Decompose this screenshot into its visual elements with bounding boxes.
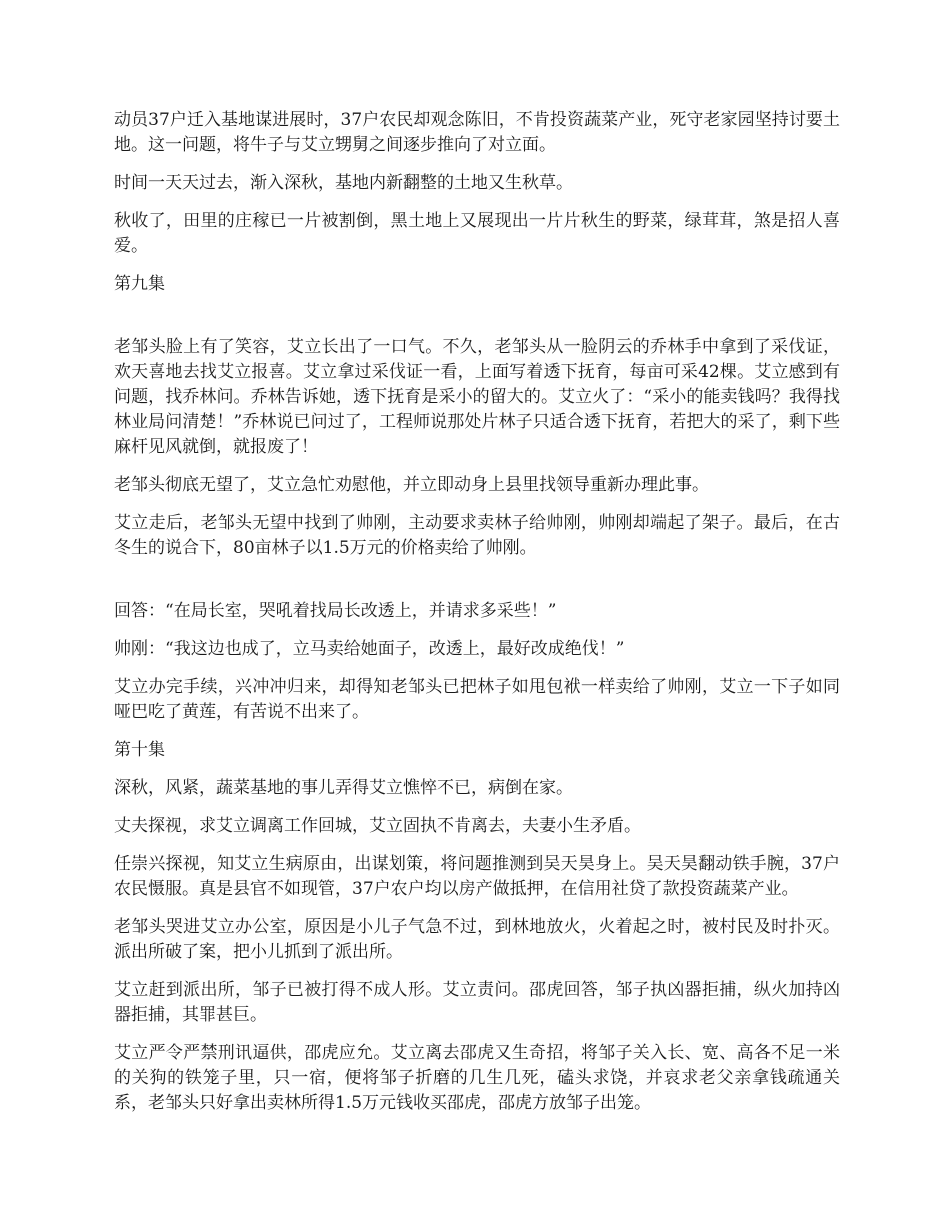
document-body [114,108,840,1129]
paragraph: 老邹头彻底无望了，艾立急忙劝慰他，并立即动身上县里找领导重新办理此事。 [114,475,709,495]
blank-line [114,574,840,599]
paragraph: 动员37户迁入基地谋进展时，37户农民却观念陈旧，不肯投资蔬菜产业，死守老家园坚持讨要土地。这一问题，将牛子与艾立甥舅之间逐步推向了对立面。 [114,110,840,155]
paragraph: 艾立办完手续，兴冲冲归来，却得知老邹头已把林子如甩包袱一样卖给了帅刚，艾立一下子如同哑巴吃了黄莲，有苦说不出来了。 [114,677,840,722]
paragraph: 艾立严令严禁刑讯逼供，邵虎应允。艾立离去邵虎又生奇招，将邹子关入长、宽、高各不足一米的关狗的铁笼子里，只一宿，便将邹子折磨的几生几死，磕头求饶，并哀求老父亲拿钱疏通关系，老邹头只好拿出卖林所得1.5万元钱收买邵虎，邵虎方放邹子出笼。 [114,1043,840,1113]
paragraph: 艾立赶到派出所，邹子已被打得不成人形。艾立责问。邵虎回答，邹子执凶器拒捕，纵火加持凶器拒捕，其罪甚巨。 [114,980,840,1025]
paragraph: 回答：“在局长室，哭吼着找局长改透上，并请求多采些！” [114,601,557,621]
paragraph: 帅刚：“我这边也成了，立马卖给她面子，改透上，最好改成绝伐！” [114,639,625,659]
paragraph: 任崇兴探视，知艾立生病原由，出谋划策，将问题推测到吴天昊身上。吴天昊翻动铁手腕，37户农民慑服。真是县官不如现管，37户农户均以房产做抵押，在信用社贷了款投资蔬菜产业。 [114,854,840,899]
episode-heading: 第十集 [114,740,165,760]
paragraph: 老邹头哭进艾立办公室，原因是小儿子气急不过，到林地放火，火着起之时，被村民及时扑灭。派出所破了案，把小儿抓到了派出所。 [114,917,840,962]
paragraph: 深秋，风紧，蔬菜基地的事儿弄得艾立憔悴不已，病倒在家。 [114,778,573,798]
paragraph: 丈夫探视，求艾立调离工作回城，艾立固执不肯离去，夫妻小生矛盾。 [114,816,641,836]
episode-heading: 第九集 [114,274,165,294]
paragraph: 秋收了，田里的庄稼已一片被割倒，黑土地上又展现出一片片秋生的野菜，绿茸茸，煞是招人喜爱。 [114,211,840,256]
paragraph: 老邹头脸上有了笑容，艾立长出了一口气。不久，老邹头从一脸阴云的乔林手中拿到了采伐证，欢天喜地去找艾立报喜。艾立拿过采伐证一看，上面写着透下抚育，每亩可采42棵。艾立感到有问题，找乔林问。乔林告诉她，透下抚育是采小的留大的。艾立火了：“采小的能卖钱吗？我得找林业局问清楚！”乔林说已问过了，工程师说那处片林子只适合透下抚育，若把大的采了，剩下些麻杆见风就倒，就报废了！ [114,337,840,457]
paragraph: 时间一天天过去，渐入深秋，基地内新翻整的土地又生秋草。 [114,173,573,193]
paragraph: 艾立走后，老邹头无望中找到了帅刚，主动要求卖林子给帅刚，帅刚却端起了架子。最后，在古冬生的说合下，80亩林子以1.5万元的价格卖给了帅刚。 [114,513,840,558]
blank-line [114,310,840,335]
